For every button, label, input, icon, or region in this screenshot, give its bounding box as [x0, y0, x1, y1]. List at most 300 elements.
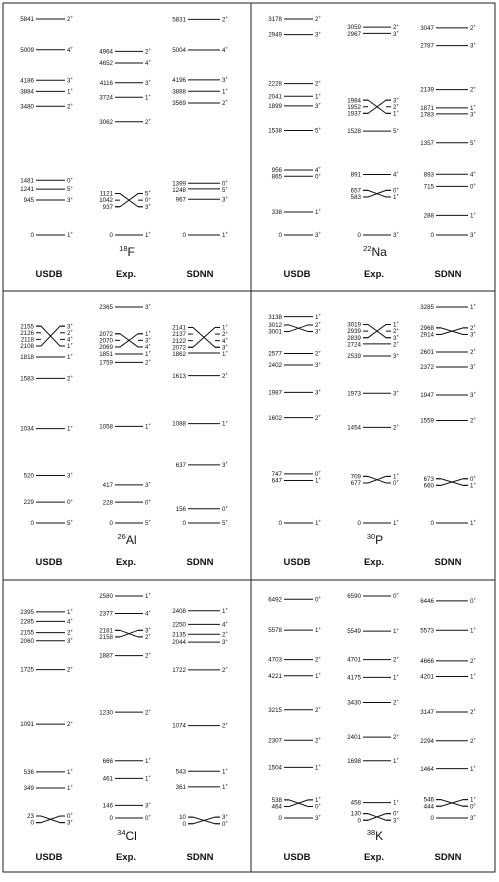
level-spin: 4+ — [222, 336, 229, 345]
level-spin: 2+ — [145, 707, 152, 717]
level-energy: 3215 — [268, 706, 282, 714]
level-energy: 4116 — [99, 79, 113, 87]
level-spin: 0+ — [67, 497, 74, 507]
level-spin: 3+ — [222, 75, 229, 84]
level-energy: 5004 — [172, 47, 186, 55]
level-spin: 1+ — [393, 472, 400, 481]
level-energy: 0 — [182, 820, 186, 828]
level-energy: 1899 — [268, 103, 282, 111]
level-energy: 2401 — [347, 734, 361, 742]
level-spin: 0+ — [67, 175, 74, 185]
level-spin: 1+ — [222, 349, 229, 358]
level-energy: 2070 — [99, 337, 113, 345]
level-crossing — [115, 630, 143, 637]
level-energy: 0 — [182, 520, 186, 528]
level-spin: 1+ — [470, 481, 477, 490]
level-energy: 1862 — [172, 350, 186, 358]
level-spin: 1+ — [222, 766, 229, 776]
level-energy: 4221 — [268, 672, 282, 680]
level-energy: 677 — [350, 480, 361, 488]
level-energy: 3888 — [172, 88, 186, 96]
level-spin: 2+ — [393, 22, 400, 32]
level-spin: 4+ — [315, 165, 322, 175]
level-spin: 2+ — [470, 85, 477, 94]
level-energy: 1357 — [420, 139, 434, 147]
level-spin: 1+ — [470, 211, 477, 220]
level-energy: 1783 — [420, 111, 434, 119]
level-energy: 1613 — [172, 372, 186, 380]
level-spin: 1+ — [145, 422, 152, 431]
level-energy: 715 — [423, 183, 434, 191]
level-spin: 3+ — [145, 202, 152, 211]
level-spin: 1+ — [67, 352, 74, 362]
level-energy: 3059 — [347, 24, 361, 32]
level-spin: 5+ — [315, 126, 322, 135]
level-spin: 3+ — [67, 75, 74, 85]
level-energy: 1602 — [268, 414, 282, 422]
level-spin: 3+ — [67, 471, 74, 480]
level-spin: 1+ — [315, 671, 322, 680]
level-energy: 0 — [278, 232, 282, 240]
level-energy: 1725 — [20, 666, 34, 674]
level-spin: 3+ — [67, 636, 74, 645]
level-spin: 2+ — [315, 320, 322, 330]
nucleus-label: $^{18}$F — [119, 244, 135, 259]
level-spin: 1+ — [145, 230, 152, 240]
level-spin: 4+ — [222, 45, 229, 55]
level-energy: 2539 — [347, 353, 361, 361]
level-spin: 1+ — [222, 782, 229, 792]
level-crossing — [436, 479, 468, 486]
level-energy: 1248 — [172, 186, 186, 194]
level-energy: 3019 — [347, 321, 361, 329]
level-energy: 2408 — [172, 607, 186, 615]
level-spin: 2+ — [222, 629, 229, 639]
level-energy: 0 — [357, 817, 361, 825]
level-spin: 3+ — [145, 336, 152, 345]
level-spin: 2+ — [67, 628, 74, 637]
level-spin: 1+ — [315, 91, 322, 101]
level-energy: 3178 — [268, 16, 282, 24]
level-spin: 3+ — [222, 812, 229, 822]
level-crossing — [188, 327, 220, 347]
level-spin: 2+ — [470, 323, 477, 332]
level-spin: 0+ — [222, 504, 229, 513]
level-spin: 1+ — [315, 518, 322, 528]
column-header: USDB — [35, 269, 63, 280]
level-spin: 3+ — [393, 29, 400, 38]
level-energy: 2250 — [172, 621, 186, 629]
column-header: USDB — [283, 557, 311, 568]
level-energy: 637 — [175, 461, 186, 469]
level-spin: 3+ — [222, 342, 229, 352]
level-energy: 1464 — [420, 765, 434, 773]
level-energy: 417 — [102, 482, 113, 490]
level-spin: 0+ — [393, 478, 400, 488]
level-spin: 1+ — [315, 795, 322, 804]
level-spin: 4+ — [145, 342, 152, 352]
level-energy: 461 — [102, 775, 113, 783]
level-spin: 1+ — [222, 323, 229, 332]
level-energy: 0 — [357, 232, 361, 240]
level-spin: 1+ — [145, 349, 152, 359]
level-spin: 1+ — [393, 626, 400, 636]
column-header: Exp. — [115, 269, 137, 280]
level-spin: 2+ — [393, 326, 400, 336]
level-energy: 0 — [30, 232, 34, 240]
level-energy: 3569 — [172, 100, 186, 108]
level-energy: 2968 — [420, 324, 434, 332]
level-spin: 3+ — [145, 78, 152, 87]
level-energy: 0 — [278, 815, 282, 823]
level-spin: 1+ — [67, 230, 74, 240]
level-energy: 0 — [182, 232, 186, 240]
level-spin: 2+ — [315, 79, 322, 88]
level-spin: 3+ — [145, 302, 152, 312]
level-spin: 1+ — [393, 673, 400, 682]
column-header: SDNN — [434, 269, 462, 280]
level-energy: 3062 — [99, 118, 113, 126]
level-energy: 2577 — [268, 350, 282, 358]
level-spin: 3+ — [315, 230, 322, 240]
level-energy: 747 — [271, 470, 282, 478]
level-spin: 3+ — [393, 388, 400, 398]
level-spin: 0+ — [222, 819, 229, 828]
level-spin: 3+ — [315, 388, 322, 397]
column-header: USDB — [283, 852, 311, 863]
level-spin: 1+ — [67, 87, 74, 96]
level-spin: 3+ — [222, 460, 229, 469]
level-energy: 1091 — [20, 721, 34, 729]
level-spin: 1+ — [222, 606, 229, 615]
level-energy: 1241 — [20, 186, 34, 194]
level-spin: 2+ — [222, 665, 229, 674]
level-energy: 2228 — [268, 80, 282, 88]
level-energy: 2108 — [20, 343, 34, 351]
level-energy: 0 — [30, 819, 34, 827]
level-energy: 4666 — [420, 657, 434, 665]
level-spin: 3+ — [145, 801, 152, 810]
level-energy: 2307 — [268, 737, 282, 745]
level-spin: 0+ — [315, 595, 322, 604]
level-energy: 0 — [430, 232, 434, 240]
level-energy: 520 — [23, 472, 34, 480]
level-spin: 3+ — [393, 230, 400, 240]
level-energy: 4964 — [99, 48, 113, 56]
column-header: SDNN — [186, 269, 214, 280]
panel-f — [20, 15, 228, 280]
level-energy: 1947 — [420, 392, 434, 400]
level-energy: 3430 — [347, 699, 361, 707]
level-energy: 2949 — [268, 31, 282, 39]
level-spin: 1+ — [145, 591, 152, 601]
level-energy: 2377 — [99, 610, 113, 618]
level-energy: 1984 — [347, 97, 361, 105]
level-spin: 2+ — [222, 721, 229, 730]
level-spin: 0+ — [315, 469, 322, 478]
level-spin: 2+ — [393, 732, 400, 742]
level-spin: 0+ — [145, 195, 152, 205]
level-energy: 1987 — [268, 389, 282, 397]
level-energy: 2072 — [99, 330, 113, 338]
level-crossing — [188, 817, 220, 824]
level-spin: 1+ — [315, 763, 322, 772]
level-energy: 1230 — [99, 709, 113, 717]
level-spin: 0+ — [393, 809, 400, 818]
level-spin: 1+ — [315, 207, 322, 217]
level-energy: 2126 — [20, 329, 34, 337]
level-energy: 1399 — [172, 180, 186, 188]
level-spin: 1+ — [67, 424, 74, 433]
level-energy: 2939 — [347, 328, 361, 336]
level-spin: 3+ — [470, 813, 477, 823]
nucleus-label: $^{22}$Na — [363, 244, 387, 259]
level-energy: 1454 — [347, 424, 361, 432]
level-energy: 361 — [175, 784, 186, 792]
level-spin: 3+ — [315, 30, 322, 39]
level-energy: 3285 — [420, 304, 434, 312]
level-spin: 3+ — [393, 351, 400, 361]
column-header: USDB — [283, 269, 311, 280]
level-spin: 3+ — [393, 333, 400, 342]
level-spin: 2+ — [315, 735, 322, 745]
level-spin: 1+ — [67, 767, 74, 776]
level-spin: 2+ — [470, 736, 477, 745]
level-crossing — [36, 816, 65, 823]
level-spin: 4+ — [222, 620, 229, 629]
level-energy: 1698 — [347, 757, 361, 765]
level-spin: 2+ — [67, 102, 74, 111]
level-energy: 2724 — [347, 341, 361, 349]
level-spin: 2+ — [67, 14, 74, 24]
level-energy: 1722 — [172, 666, 186, 674]
level-spin: 1+ — [393, 798, 400, 807]
level-energy: 0 — [430, 815, 434, 823]
level-energy: 2060 — [20, 637, 34, 645]
level-energy: 6590 — [347, 593, 361, 601]
level-spin: 2+ — [470, 347, 477, 357]
level-energy: 5549 — [347, 628, 361, 636]
level-spin: 2+ — [67, 374, 74, 383]
column-header: Exp. — [363, 852, 385, 863]
level-spin: 3+ — [315, 101, 322, 111]
level-energy: 536 — [23, 768, 34, 776]
level-energy: 2914 — [420, 331, 434, 339]
level-spin: 1+ — [145, 756, 152, 765]
level-spin: 0+ — [470, 596, 477, 605]
level-energy: 5573 — [420, 627, 434, 635]
level-spin: 1+ — [315, 476, 322, 485]
level-energy: 1481 — [20, 177, 34, 185]
nucleus-label: $^{38}$K — [366, 828, 384, 843]
level-energy: 1088 — [172, 420, 186, 428]
level-spin: 1+ — [145, 774, 152, 783]
level-spin: 1+ — [315, 625, 322, 635]
level-spin: 1+ — [393, 756, 400, 765]
level-spin: 2+ — [393, 698, 400, 707]
level-energy: 2294 — [420, 737, 434, 745]
level-energy: 5009 — [20, 46, 34, 54]
level-energy: 1952 — [347, 103, 361, 111]
level-energy: 5831 — [172, 16, 186, 24]
level-spin: 1+ — [393, 518, 400, 528]
level-energy: 156 — [175, 505, 186, 513]
level-energy: 3724 — [99, 94, 113, 102]
level-spin: 1+ — [393, 320, 400, 329]
level-energy: 660 — [423, 482, 434, 490]
level-spin: 3+ — [315, 813, 322, 823]
level-spin: 0+ — [393, 186, 400, 195]
level-energy: 1504 — [268, 764, 282, 772]
level-spin: 1+ — [393, 109, 400, 118]
level-energy: 2285 — [20, 618, 34, 626]
level-energy: 23 — [27, 813, 34, 821]
level-spin: 2+ — [315, 349, 322, 358]
panel-k — [268, 592, 476, 863]
level-energy: 0 — [357, 520, 361, 528]
level-spin: 1+ — [470, 672, 477, 681]
level-energy: 3147 — [420, 709, 434, 717]
level-energy: 3480 — [20, 103, 34, 111]
level-energy: 0 — [30, 520, 34, 528]
level-energy: 891 — [350, 171, 361, 179]
level-energy: 1759 — [99, 359, 113, 367]
level-spin: 0+ — [145, 497, 152, 507]
level-spin: 0+ — [67, 811, 74, 821]
level-spin: 5+ — [470, 138, 477, 147]
level-energy: 2181 — [99, 627, 113, 635]
level-spin: 1+ — [67, 341, 74, 351]
level-energy: 130 — [350, 810, 361, 818]
level-energy: 3884 — [20, 88, 34, 96]
level-energy: 0 — [109, 232, 113, 240]
level-energy: 1887 — [99, 652, 113, 660]
panel-na — [268, 15, 476, 280]
level-energy: 2041 — [268, 93, 282, 101]
level-spin: 5+ — [222, 518, 229, 528]
level-energy: 3047 — [420, 25, 434, 33]
level-spin: 1+ — [315, 312, 322, 321]
level-spin: 2+ — [315, 705, 322, 714]
level-spin: 1+ — [145, 329, 152, 338]
level-energy: 937 — [102, 203, 113, 211]
level-energy: 1851 — [99, 351, 113, 359]
level-spin: 3+ — [470, 390, 477, 400]
level-spin: 2+ — [67, 328, 74, 337]
level-spin: 4+ — [145, 58, 152, 68]
level-spin: 2+ — [315, 14, 322, 24]
level-energy: 444 — [423, 803, 434, 811]
level-spin: 4+ — [67, 45, 74, 54]
level-spin: 2+ — [393, 339, 400, 349]
level-energy: 2967 — [347, 30, 361, 38]
column-header: SDNN — [186, 852, 214, 863]
level-spin: 2+ — [393, 655, 400, 664]
level-energy: 3001 — [268, 328, 282, 336]
panel-al — [20, 303, 228, 568]
level-spin: 3+ — [315, 327, 322, 336]
column-header: USDB — [35, 852, 63, 863]
level-energy: 2069 — [99, 344, 113, 352]
level-energy: 666 — [102, 757, 113, 765]
level-spin: 2+ — [393, 102, 400, 111]
level-spin: 3+ — [470, 41, 477, 50]
level-energy: 458 — [350, 799, 361, 807]
column-header: SDNN — [186, 557, 214, 568]
level-energy: 5578 — [268, 627, 282, 635]
column-header: Exp. — [115, 852, 137, 863]
column-header: USDB — [35, 557, 63, 568]
level-energy: 967 — [175, 196, 186, 204]
level-energy: 5841 — [20, 16, 34, 24]
level-spin: 3+ — [222, 194, 229, 204]
level-spin: 4+ — [470, 170, 477, 179]
level-energy: 2395 — [20, 609, 34, 617]
level-spin: 0+ — [470, 182, 477, 191]
level-spin: 1+ — [470, 103, 477, 112]
level-spin: 3+ — [145, 626, 152, 635]
level-energy: 4703 — [268, 656, 282, 664]
level-spin: 2+ — [145, 47, 152, 56]
level-energy: 893 — [423, 171, 434, 179]
level-energy: 546 — [423, 796, 434, 804]
column-header: SDNN — [434, 557, 462, 568]
level-energy: 2839 — [347, 334, 361, 342]
level-spin: 5+ — [222, 185, 229, 194]
level-spin: 5+ — [67, 184, 74, 194]
level-spin: 2+ — [393, 423, 400, 432]
level-energy: 10 — [179, 814, 186, 822]
level-energy: 4186 — [20, 77, 34, 85]
level-energy: 1818 — [20, 354, 34, 362]
level-spin: 1+ — [145, 92, 152, 102]
level-energy: 6446 — [420, 597, 434, 605]
level-spin: 3+ — [393, 95, 400, 105]
level-spin: 0+ — [315, 802, 322, 811]
level-spin: 4+ — [145, 609, 152, 618]
level-energy: 1042 — [99, 197, 113, 205]
level-spin: 2+ — [470, 656, 477, 665]
level-crossing — [436, 328, 468, 335]
level-spin: 3+ — [222, 637, 229, 647]
level-energy: 1937 — [347, 110, 361, 118]
level-energy: 288 — [423, 212, 434, 220]
column-header: Exp. — [363, 557, 385, 568]
level-energy: 1121 — [99, 190, 113, 198]
level-energy: 2044 — [172, 639, 186, 647]
level-spin: 1+ — [67, 783, 74, 793]
level-spin: 3+ — [145, 480, 152, 490]
level-spin: 1+ — [222, 230, 229, 240]
level-spin: 2+ — [315, 413, 322, 422]
level-spin: 5+ — [393, 126, 400, 136]
level-crossing — [436, 800, 468, 807]
level-energy: 1583 — [20, 375, 34, 383]
level-energy: 0 — [109, 520, 113, 528]
level-spin: 3+ — [470, 362, 477, 372]
level-spin: 1+ — [222, 419, 229, 428]
level-spin: 1+ — [222, 86, 229, 96]
level-energy: 1074 — [172, 722, 186, 730]
level-energy: 956 — [271, 167, 282, 175]
nucleus-label: $^{34}$Cl — [117, 828, 137, 843]
level-energy: 865 — [271, 173, 282, 181]
column-header: SDNN — [434, 852, 462, 863]
level-spin: 2+ — [222, 98, 229, 108]
level-energy: 583 — [350, 194, 361, 202]
level-spin: 2+ — [145, 651, 152, 660]
level-energy: 3138 — [268, 313, 282, 321]
